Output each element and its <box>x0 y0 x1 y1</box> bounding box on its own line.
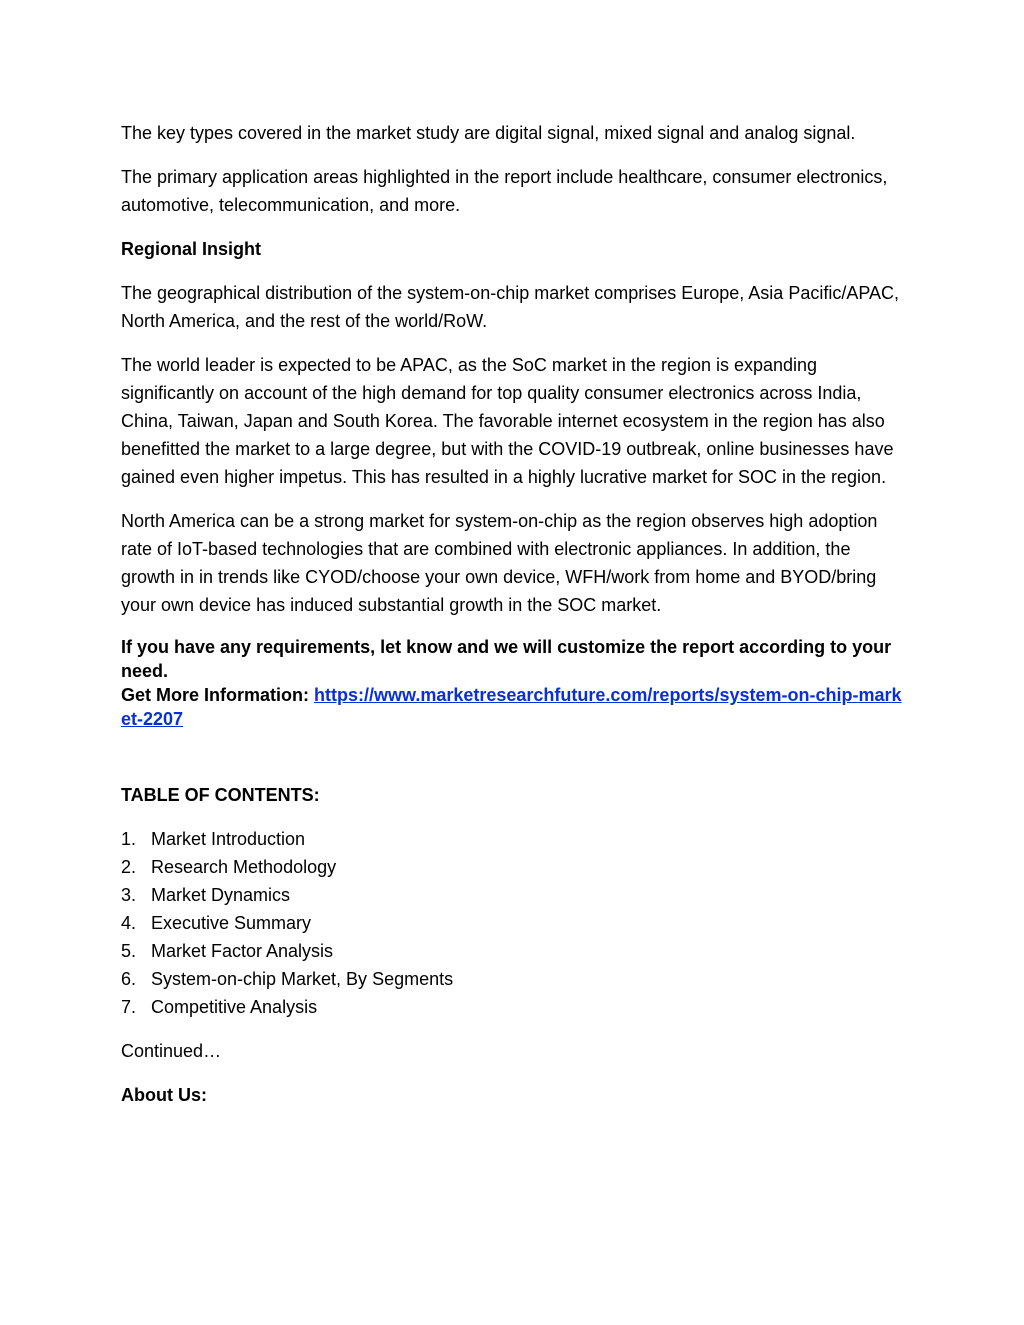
toc-item-number: 2. <box>121 857 137 877</box>
toc-title: TABLE OF CONTENTS: <box>121 785 320 805</box>
call-to-action <box>121 635 906 731</box>
toc-item-number: 6. <box>121 969 137 989</box>
toc-item <box>121 965 906 993</box>
toc-item-label: Market Dynamics <box>151 885 291 905</box>
about-us-heading: About Us: <box>121 1085 207 1105</box>
toc-item-label: Research Methodology <box>151 857 337 877</box>
regional-insight-heading: Regional Insight <box>121 239 262 259</box>
key-types-paragraph: The key types covered in the market study are digital signal, mixed signal and analog signal. <box>121 123 856 143</box>
toc-item-label: Market Factor Analysis <box>151 941 334 961</box>
toc-item-number: 1. <box>121 829 137 849</box>
continued-text: Continued… <box>121 1041 222 1061</box>
toc-item <box>121 937 906 965</box>
toc-item <box>121 881 906 909</box>
toc-item <box>121 909 906 937</box>
report-link[interactable]: https://www.marketresearchfuture.com/reports/system-on-chip-market-2207 <box>121 685 902 729</box>
toc-item-number: 3. <box>121 885 137 905</box>
toc-item-label: Executive Summary <box>151 913 312 933</box>
toc-item <box>121 825 906 853</box>
more-info-label: Get More Information: <box>121 685 314 705</box>
toc-item-number: 5. <box>121 941 137 961</box>
toc-list <box>121 825 906 1021</box>
toc-item <box>121 853 906 881</box>
requirements-text: If you have any requirements, let know and we will customize the report according to your need. <box>121 637 892 681</box>
north-america-paragraph: North America can be a strong market for system-on-chip as the region observes high adoption rate of IoT-based technologies that are combined with electronic appliances. In addition, the growth in in trends like CYOD/choose your own device, WFH/work from home and BYOD/bring your own device has induced substantial growth in the SOC market. <box>121 511 878 615</box>
world-leader-paragraph: The world leader is expected to be APAC, as the SoC market in the region is expanding significantly on account of the high demand for top quality consumer electronics across India, China, Taiwan, Japan and South Korea. The favorable internet ecosystem in the region has also benefitted the market to a large degree, but with the COVID-19 outbreak, online businesses have gained even higher impetus. This has resulted in a highly lucrative market for SOC in the region. <box>121 355 894 487</box>
toc-item-number: 4. <box>121 913 137 933</box>
geo-distribution-paragraph: The geographical distribution of the system-on-chip market comprises Europe, Asia Pacific/APAC, North America, and the rest of the world/RoW. <box>121 283 900 331</box>
toc-item-label: System-on-chip Market, By Segments <box>151 969 454 989</box>
toc-item-label: Market Introduction <box>151 829 306 849</box>
document-page <box>121 119 906 1125</box>
toc-item <box>121 993 906 1021</box>
more-info-line <box>121 683 906 731</box>
toc-item-number: 7. <box>121 997 137 1017</box>
toc-item-label: Competitive Analysis <box>151 997 318 1017</box>
applications-paragraph: The primary application areas highlighted in the report include healthcare, consumer electronics, automotive, telecommunication, and more. <box>121 167 888 215</box>
